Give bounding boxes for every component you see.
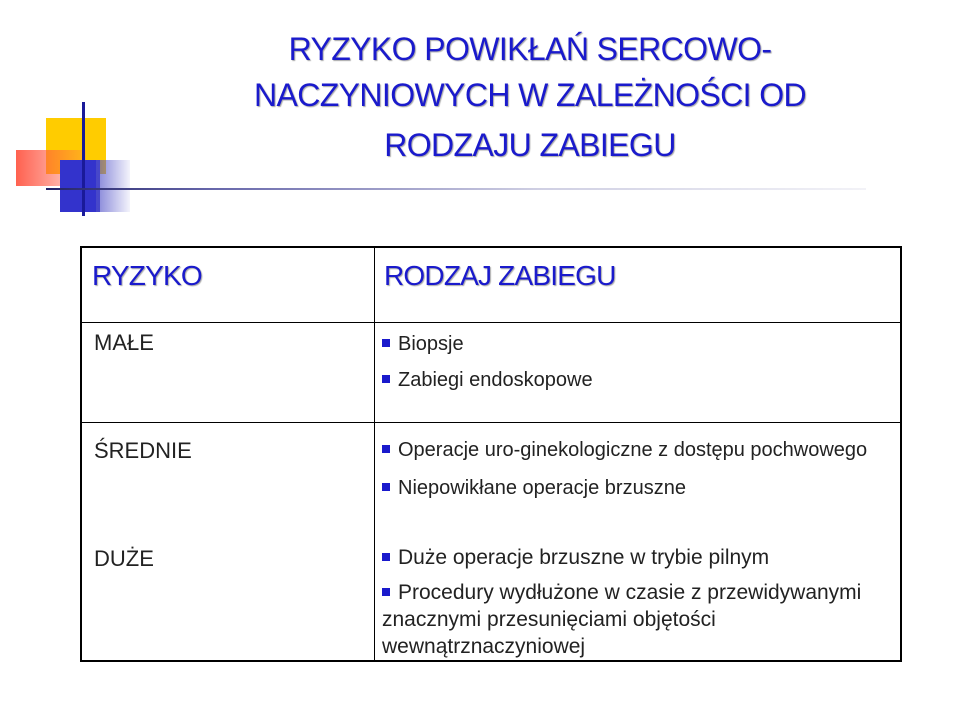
- procedure-list-low: [382, 330, 892, 394]
- header-divider: [82, 322, 900, 323]
- list-item: Operacje uro-ginekologiczne z dostępu pochwowego: [382, 436, 892, 464]
- column-divider: [374, 248, 375, 660]
- row-divider: [82, 422, 900, 423]
- title-line-2: NACZYNIOWYCH W ZALEŻNOŚCI OD: [253, 77, 807, 113]
- list-item: Procedury wydłużone w czasie z przewidywanymi znacznymi przesunięciami objętości wewnątrznaczyniowej: [382, 581, 862, 658]
- decor-horizontal-line: [46, 188, 866, 190]
- header-procedure-type: RODZAJ ZABIEGU: [384, 260, 616, 291]
- list-item: Zabiegi endoskopowe: [382, 366, 892, 394]
- risk-table: [80, 246, 902, 662]
- list-item: Duże operacje brzuszne w trybie pilnym: [382, 544, 892, 571]
- square-bullet-icon: [382, 339, 390, 347]
- risk-label-high: DUŻE: [94, 546, 154, 571]
- risk-label-medium: ŚREDNIE: [94, 438, 192, 463]
- decor-blue-square: [60, 160, 100, 212]
- square-bullet-icon: [382, 375, 390, 383]
- header-risk: RYZYKO: [92, 260, 202, 291]
- slide-title: [150, 26, 910, 168]
- risk-label-low: MAŁE: [94, 330, 154, 355]
- procedure-list-high: [382, 544, 892, 660]
- square-bullet-icon: [382, 483, 390, 491]
- procedure-list-medium: [382, 436, 892, 502]
- square-bullet-icon: [382, 588, 390, 596]
- title-line-3: RODZAJU ZABIEGU: [384, 127, 676, 163]
- list-item: Biopsje: [382, 330, 892, 358]
- square-bullet-icon: [382, 445, 390, 453]
- decor-vertical-line: [82, 102, 85, 216]
- list-item: Niepowikłane operacje brzuszne: [382, 474, 892, 502]
- title-line-1: RYZYKO POWIKŁAŃ SERCOWO-: [288, 31, 772, 67]
- square-bullet-icon: [382, 553, 390, 561]
- decor-blue-fade: [96, 160, 130, 212]
